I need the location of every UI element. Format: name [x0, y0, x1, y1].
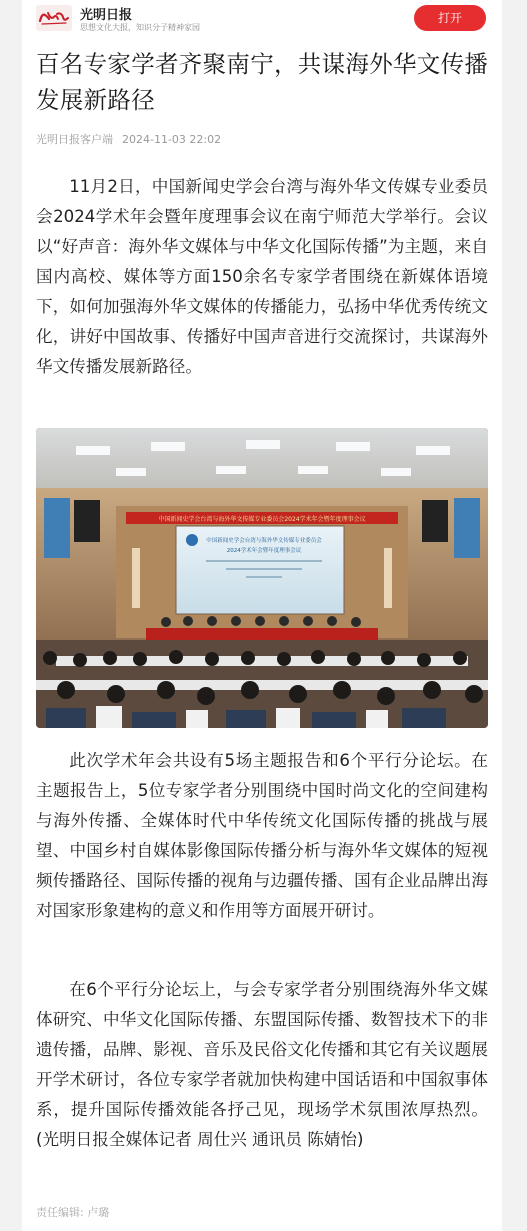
app-download-banner — [22, 0, 502, 38]
article-meta — [36, 131, 221, 147]
article-card — [22, 0, 502, 1231]
photo-screen-line1: 中国新闻史学会台湾与海外华文传媒专业委员会 — [206, 538, 322, 544]
article-paragraph: 11月2日，中国新闻史学会台湾与海外华文传媒专业委员会2024学术年会暨年度理事会议在南宁师范大学举行。会议以“好声音：海外华文媒体与中华文化国际传播”为主题，来自国内高校、媒体等方面150余名专家学者围绕在新媒体语境下，如何加强海外华文媒体的传播能力，弘扬中华优秀传统文化，讲好中国故事、传播好中国声音进行交流探讨，共谋海外华文传播发展新路径。 — [36, 177, 488, 376]
open-app-button[interactable]: 打开 — [414, 5, 486, 31]
article-source: 光明日报客户端 — [36, 133, 113, 146]
article-photo — [36, 428, 488, 728]
article-paragraph: 此次学术年会共设有5场主题报告和6个平行分论坛。在主题报告上，5位专家学者分别围绕中国时尚文化的空间建构与海外传播、全媒体时代中华传统文化国际传播的挑战与展望、中国乡村自媒体影像国际传播分析与海外华文媒体的短视频传播路径、国际传播的视角与边疆传播、国有企业品牌出海对国家形象建构的意义和作用等方面展开研讨。 — [36, 751, 488, 920]
photo-banner-text: 中国新闻史学会台湾与海外华文传媒专业委员会2024学术年会暨年度理事会议 — [158, 516, 366, 523]
brand-name: 光明日报 — [80, 8, 133, 23]
responsible-editor: 责任编辑: 卢璐 — [36, 1206, 110, 1219]
guangming-daily-logo-icon — [36, 5, 72, 31]
article-title: 百名专家学者齐聚南宁，共谋海外华文传播发展新路径 — [36, 50, 489, 114]
article-paragraph: 在6个平行分论坛上，与会专家学者分别围绕海外华文媒体研究、中华文化国际传播、东盟国际传播、数智技术下的非遗传播，品牌、影视、音乐及民俗文化传播和其它有关议题展开学术研讨，各位专家学者就加快构建中国话语和中国叙事体系，提升国际传播效能各抒己见，现场学术氛围浓厚热烈。(光明日报全媒体记者 周仕兴 通讯员 陈婧怡) — [36, 980, 488, 1149]
article-time: 2024-11-03 22:02 — [122, 133, 222, 146]
brand-slogan: 思想文化大报，知识分子精神家园 — [80, 23, 200, 32]
photo-screen-line2: 2024学术年会暨年度理事会议 — [226, 548, 302, 554]
